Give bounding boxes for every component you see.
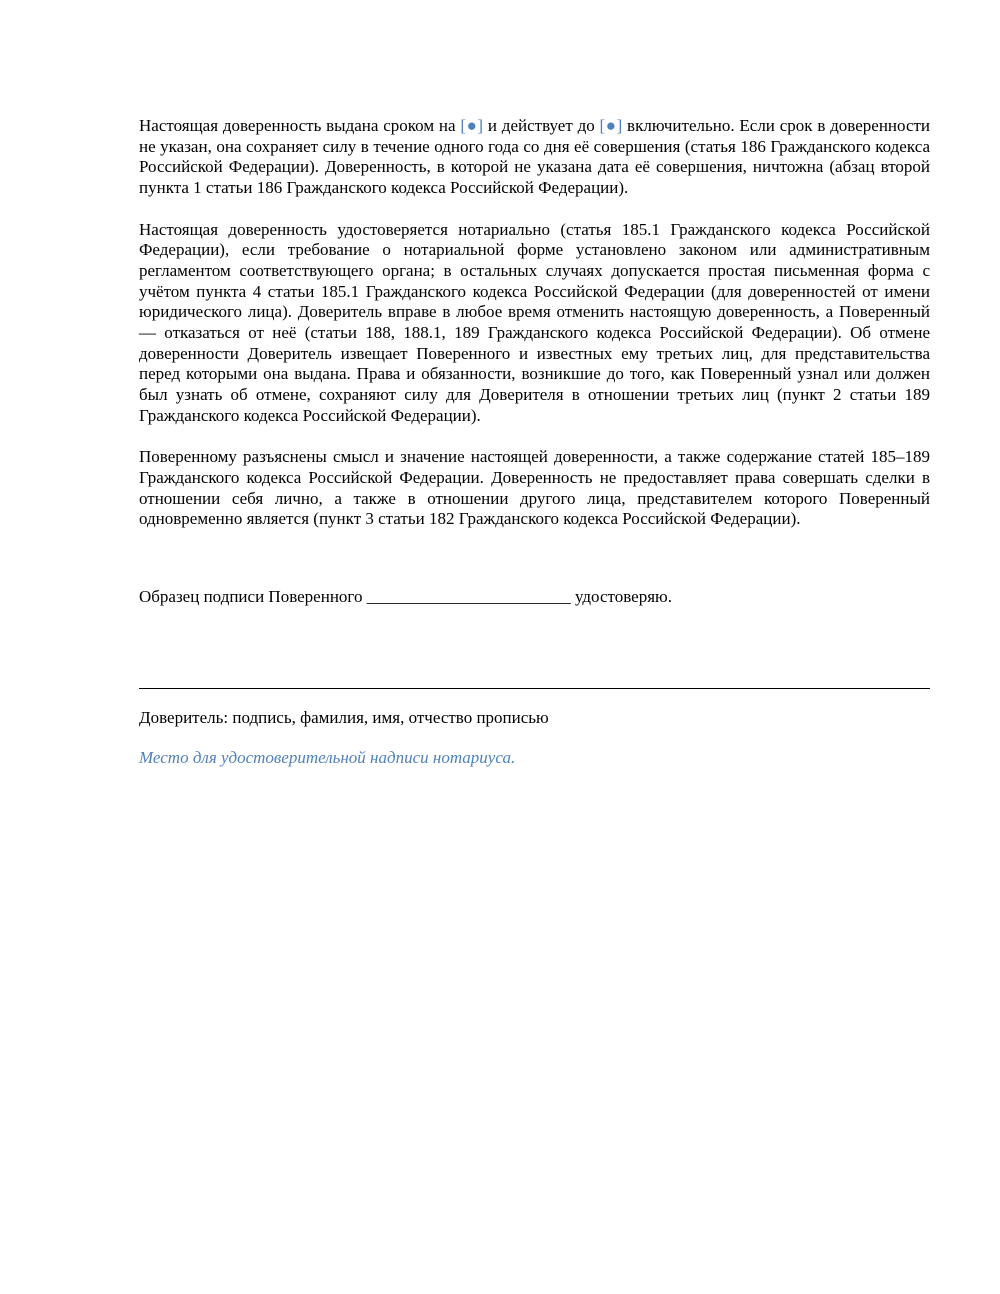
- document-page: [139, 116, 930, 769]
- notarization-paragraph: Настоящая доверенность удостоверяется нотариально (статья 185.1 Гражданского кодекса Российской Федерации), если требование о нотариальной форме установлено законом или административным регламентом соответствующего органа; в остальных случаях допускается простая письменная форма с учётом пункта 4 статьи 185.1 Гражданского кодекса Российской Федерации (для доверенностей от имени юридического лица). Доверитель вправе в любое время отменить настоящую доверенность, а Поверенный — отказаться от неё (статьи 188, 188.1, 189 Гражданского кодекса Российской Федерации). Об отмене доверенности Доверитель извещает Поверенного и известных ему третьих лиц, для представительства перед которыми она выдана. Права и обязанности, возникшие до того, как Поверенный узнал или должен был узнать об отмене, сохраняют силу для Доверителя в отношении третьих лиц (пункт 2 статьи 189 Гражданского кодекса Российской Федерации).: [139, 219, 930, 425]
- term-text-part-3: включительно. Если срок в доверенности не указан, она сохраняет силу в течение одного года со дня её совершения (статья 186 Гражданского кодекса Российской Федерации). Доверенность, в которой не указана дата её совершения, ничтожна (абзац второй пункта 1 статьи 186 Гражданского кодекса Российской Федерации).: [139, 116, 931, 198]
- term-period-placeholder: [●]: [460, 116, 484, 135]
- expiry-date-placeholder: [●]: [599, 116, 623, 135]
- explanation-paragraph: Поверенному разъяснены смысл и значение настоящей доверенности, а также содержание статей 185–189 Гражданского кодекса Российской Федерации. Доверенность не предоставляет права совершать сделки в отношении себя лично, а также в отношении другого лица, представителем которого Поверенный одновременно является (пункт 3 статьи 182 Гражданского кодекса Российской Федерации).: [139, 447, 930, 529]
- term-paragraph: [139, 116, 930, 199]
- signature-sample-line: Образец подписи Поверенного ________________________ удостоверяю.: [139, 587, 672, 607]
- signature-rule: [139, 688, 930, 689]
- grantor-signature-caption: Доверитель: подпись, фамилия, имя, отчество прописью: [139, 707, 549, 727]
- notary-place-text: Место для удостоверительной надписи нотариуса.: [139, 748, 516, 768]
- term-text-part-1: Настоящая доверенность выдана сроком на: [139, 116, 461, 135]
- term-text-part-2: и действует до: [483, 116, 600, 135]
